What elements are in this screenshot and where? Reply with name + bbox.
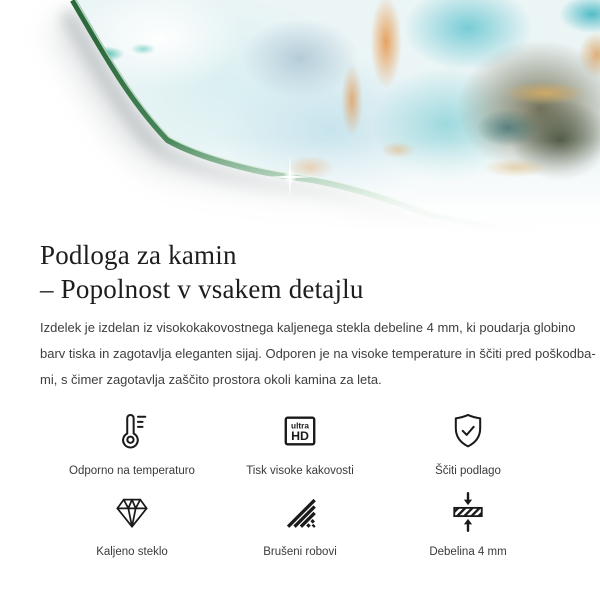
feature-beveled-edges bbox=[216, 489, 384, 558]
product-info-section bbox=[0, 238, 600, 558]
feature-protects-surface bbox=[384, 408, 552, 477]
diamond-icon bbox=[48, 489, 216, 535]
feature-temperature-resistant bbox=[48, 408, 216, 477]
glass-edge bbox=[0, 0, 600, 234]
description-line: mi, s čimer zagotavlja zaščito prostora okoli kamina za leta. bbox=[40, 372, 382, 387]
thermometer-icon bbox=[48, 408, 216, 454]
beveled-edges-icon bbox=[216, 489, 384, 535]
page-title bbox=[40, 238, 560, 306]
svg-text:HD: HD bbox=[291, 429, 309, 444]
feature-label: Debelina 4 mm bbox=[429, 546, 507, 558]
svg-text:ultra: ultra bbox=[291, 421, 309, 431]
heading-line: – Popolnost v vsakem detajlu bbox=[40, 274, 364, 304]
feature-thickness bbox=[384, 489, 552, 558]
product-description bbox=[40, 315, 596, 393]
ultra-hd-icon bbox=[216, 408, 384, 454]
feature-print-quality bbox=[216, 408, 384, 477]
feature-label: Odporno na temperaturo bbox=[69, 465, 195, 477]
heading-line: Podloga za kamin bbox=[40, 240, 237, 270]
description-line: Izdelek je izdelan iz visokokakovostnega kaljenega stekla debeline 4 mm, ki poudarja globino bbox=[40, 320, 576, 335]
feature-label: Ščiti podlago bbox=[435, 465, 501, 477]
shield-check-icon bbox=[384, 408, 552, 454]
hero-section bbox=[0, 0, 600, 234]
feature-label: Kaljeno steklo bbox=[96, 546, 168, 558]
thickness-compress-icon bbox=[384, 489, 552, 535]
description-line: barv tiska in zagotavlja eleganten sijaj. Odporen je na visoke temperature in ščiti pred poškodba- bbox=[40, 346, 596, 361]
feature-label: Brušeni robovi bbox=[263, 546, 337, 558]
feature-tempered-glass bbox=[48, 489, 216, 558]
features-grid bbox=[40, 408, 560, 558]
feature-label: Tisk visoke kakovosti bbox=[246, 465, 354, 477]
